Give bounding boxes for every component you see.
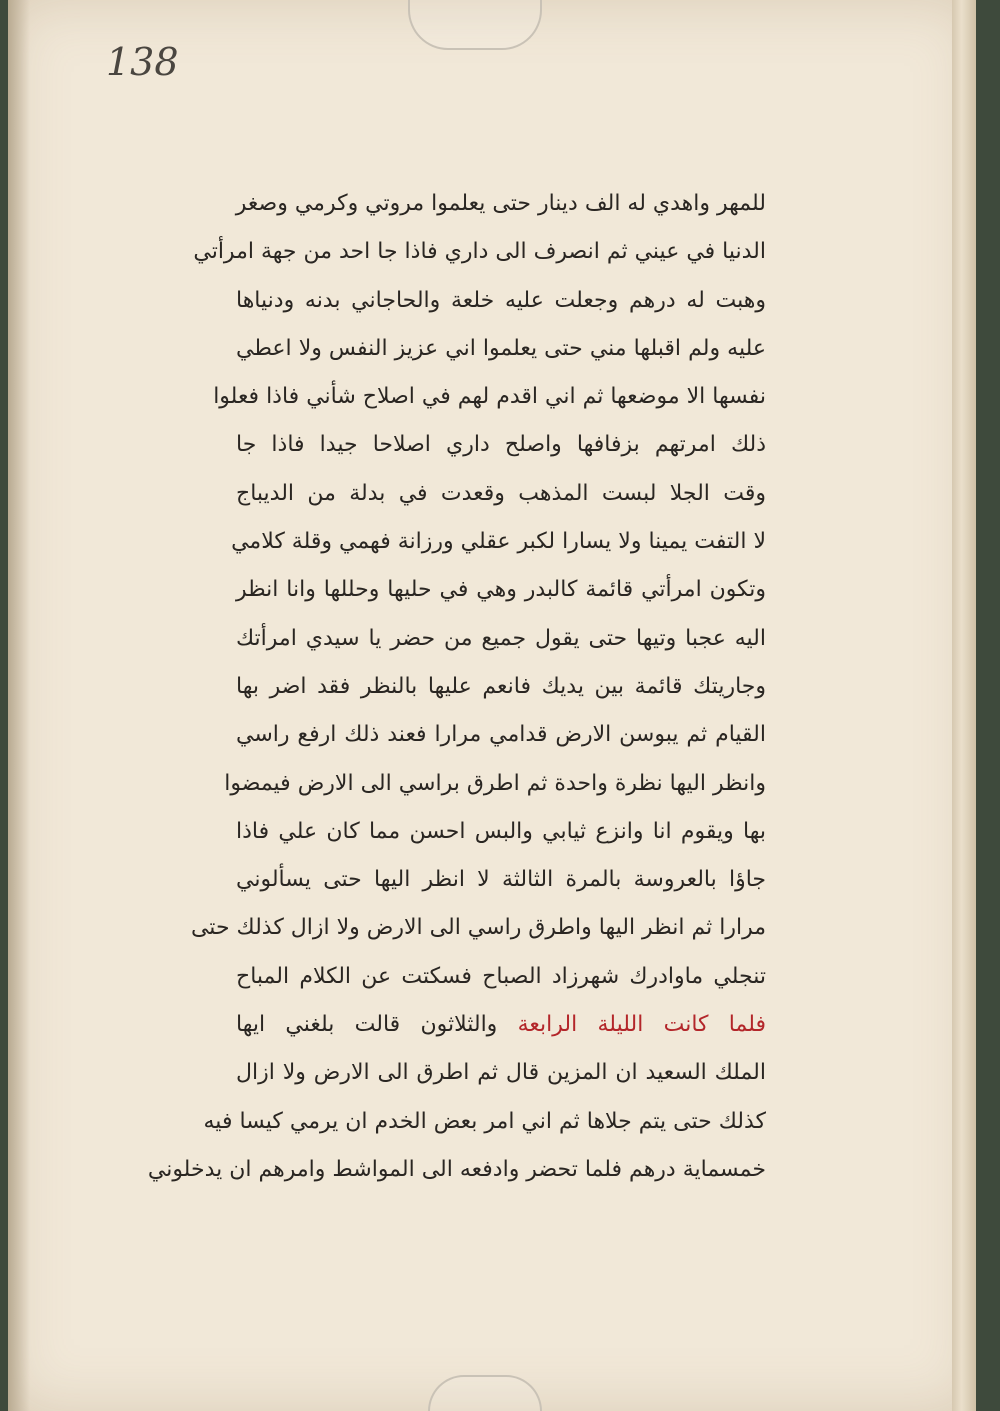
text-line-11: وجاريتك قائمة بين يديك فانعم عليها بالنظر فقد اضر بها: [236, 673, 766, 699]
text-line-7: وقت الجلا لبست المذهب وقعدت في بدلة من الديباج: [236, 480, 766, 506]
text-line-20: كذلك حتى يتم جلاها ثم اني امر بعض الخدم ان يرمي كيسا فيه: [203, 1108, 766, 1134]
plastic-tab-bottom: [428, 1375, 542, 1411]
text-line-12: القيام ثم يبوسن الارض قدامي مرارا فعند ذلك ارفع راسي: [236, 722, 766, 748]
text-line-2: الدنيا في عيني ثم انصرف الى داري فاذا جا احد من جهة امرأتي: [193, 239, 766, 265]
folio-number: 138: [106, 40, 179, 84]
text-line-1: للمهر واهدي له الف دينار حتى يعلموا مروتي وكرمي وصغر: [235, 191, 766, 216]
text-line-17: تنجلي ماوادرك شهرزاد الصباح فسكتت عن الكلام المباح: [236, 963, 766, 989]
page-edge: [952, 0, 976, 1411]
text-line-18: فلما كانت الليلة الرابعة والثلاثون قالت بلغني ايها: [236, 1012, 766, 1038]
text-line-15: جاؤا بالعروسة بالمرة الثالثة لا انظر اليها حتى يسألوني: [236, 867, 766, 893]
text-block: [147, 180, 766, 1194]
text-line-9: وتكون امرأتي قائمة كالبدر وهي في حليها وحللها وانا انظر: [236, 577, 766, 603]
text-line-4: عليه ولم اقبلها مني حتى يعلموا اني عزيز النفس ولا اعطي: [236, 335, 766, 361]
text-line-16: مرارا ثم انظر اليها واطرق راسي الى الارض ولا ازال كذلك حتى: [190, 915, 766, 941]
rubric-heading: فلما كانت الليلة الرابعة: [517, 1012, 766, 1038]
manuscript-page: [8, 0, 976, 1411]
text-line-21: خمسماية درهم فلما تحضر وادفعه الى المواشط وامرهم ان يدخلوني: [147, 1156, 766, 1182]
text-line-13: وانظر اليها نظرة واحدة ثم اطرق براسي الى الارض فيمضوا: [224, 770, 766, 796]
plastic-tab-top: [408, 0, 542, 50]
text-line-6: ذلك امرتهم بزفافها واصلح داري اصلاحا جيدا فاذا جا: [236, 432, 766, 458]
text-line-3: وهبت له درهم وجعلت عليه خلعة والحاجاني بدنه ودنياها: [236, 287, 766, 313]
text-line-19: الملك السعيد ان المزين قال ثم اطرق الى الارض ولا ازال: [236, 1060, 766, 1086]
text-line-8: لا التفت يمينا ولا يسارا لكبر عقلي ورزانة فهمي وقلة كلامي: [231, 529, 766, 555]
text-line-5: نفسها الا موضعها ثم اني اقدم لهم في اصلاح شأني فاذا فعلوا: [213, 384, 766, 410]
text-line-10: اليه عجبا وتيها حتى يقول جميع من حضر يا سيدي امرأتك: [236, 625, 766, 651]
text-line-14: بها ويقوم انا وانزع ثيابي والبس احسن مما كان علي فاذا: [236, 818, 766, 844]
